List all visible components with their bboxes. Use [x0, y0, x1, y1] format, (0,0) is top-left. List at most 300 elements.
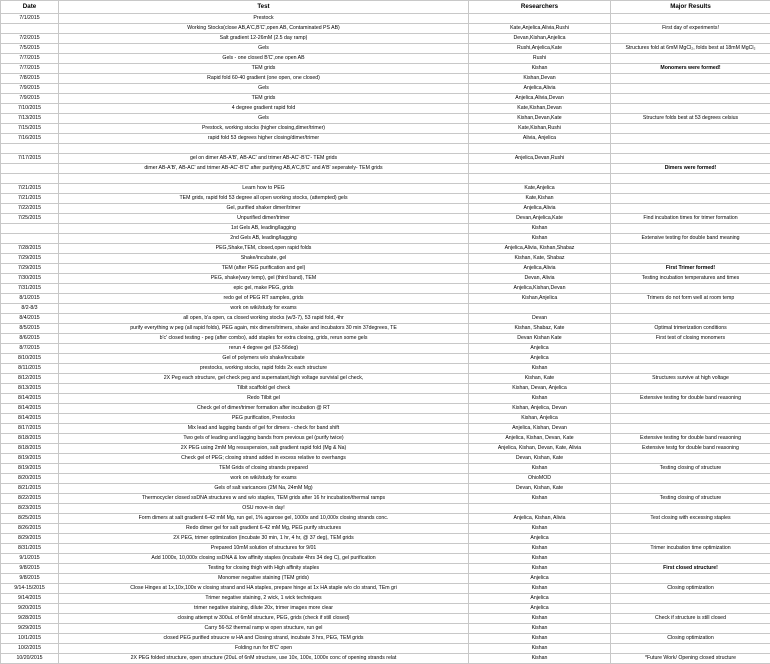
table-row	[1, 84, 770, 94]
cell-researchers: Devan, Kishan, Kate	[469, 454, 611, 464]
cell-researchers	[469, 144, 611, 154]
cell-test: Thermocycler closed ssDNA structures w and w/o staples, TEM grids after 16 hr incubation/thermal ramps	[59, 494, 469, 504]
table-row	[1, 114, 770, 124]
table-row	[1, 224, 770, 234]
cell-major-results	[611, 534, 770, 544]
cell-major-results	[611, 554, 770, 564]
cell-major-results: Trimers do not form well at room temp	[611, 294, 770, 304]
table-row	[1, 254, 770, 264]
table-row	[1, 464, 770, 474]
cell-date: 7/7/2015	[1, 54, 59, 64]
table-row	[1, 164, 770, 174]
cell-researchers: Anjelica,Devan,Rushi	[469, 154, 611, 164]
cell-date: 9/14/2015	[1, 594, 59, 604]
cell-major-results: *Future Work/ Opening closed structure	[611, 654, 770, 664]
cell-researchers: Anjelica,Alivia	[469, 204, 611, 214]
cell-test: 2X PEG folded structure, open structure (20uL of 6nM structure, use 10x, 100x, 1000x conc of opening strands relat	[59, 654, 469, 664]
cell-major-results	[611, 194, 770, 204]
cell-researchers: Kate,Anjelica	[469, 184, 611, 194]
cell-researchers: Kishan,Devan	[469, 74, 611, 84]
cell-test: Prepared 10mM solution of structures for 9/01	[59, 544, 469, 554]
cell-major-results: Test closing with excessing staples	[611, 514, 770, 524]
cell-major-results	[611, 404, 770, 414]
cell-researchers	[469, 174, 611, 184]
cell-major-results	[611, 624, 770, 634]
cell-date: 9/20/2015	[1, 604, 59, 614]
cell-researchers: Kishan	[469, 644, 611, 654]
cell-major-results	[611, 54, 770, 64]
table-row	[1, 434, 770, 444]
cell-major-results: Extensive testing for double band reasoning	[611, 434, 770, 444]
cell-major-results	[611, 244, 770, 254]
table-row	[1, 24, 770, 34]
cell-researchers: Anjelica,Kishan,Devan	[469, 284, 611, 294]
cell-test: Two gels of leading and lagging bands from previous gel (purify twice)	[59, 434, 469, 444]
cell-test: Gel, purified shaker dimer/trimer	[59, 204, 469, 214]
table-row	[1, 454, 770, 464]
table-row	[1, 514, 770, 524]
cell-date: 7/21/2015	[1, 194, 59, 204]
table-row	[1, 394, 770, 404]
cell-researchers: Anjelica,Alivia,Devan	[469, 94, 611, 104]
cell-date: 8/19/2015	[1, 464, 59, 474]
cell-test: Mix lead and lagging bands of gel for dimers - check for band shift	[59, 424, 469, 434]
cell-researchers: Kishan,Anjelica	[469, 294, 611, 304]
cell-major-results	[611, 254, 770, 264]
cell-date: 8/18/2015	[1, 444, 59, 454]
cell-major-results: Structures fold at 6mM MgCl₂, folds best at 18mM MgCl₂	[611, 44, 770, 54]
cell-test: 4 degree gradient rapid fold	[59, 104, 469, 114]
cell-date: 7/15/2015	[1, 124, 59, 134]
cell-test: b'c' closed testing - peg (after combo), add staples for extra closing, grids, rerun some gels	[59, 334, 469, 344]
cell-major-results: Structure folds best at 53 degrees celsius	[611, 114, 770, 124]
cell-test: trimer negative staining, dilute 20x, trimer images more clear	[59, 604, 469, 614]
table-row	[1, 184, 770, 194]
cell-test: 2X Peg each structure, gel check peg and supernatant,high voltage survivial gel check,	[59, 374, 469, 384]
table-row	[1, 334, 770, 344]
cell-researchers: Kishan	[469, 564, 611, 574]
cell-researchers: Anjelica	[469, 344, 611, 354]
cell-test: gel on dimer AB-A'B', AB-AC' and trimer AB-AC'-B'C'- TEM grids	[59, 154, 469, 164]
table-row	[1, 94, 770, 104]
table-row	[1, 424, 770, 434]
cell-major-results	[611, 314, 770, 324]
cell-researchers: Kishan	[469, 584, 611, 594]
cell-date: 8/10/2015	[1, 354, 59, 364]
cell-major-results	[611, 94, 770, 104]
cell-major-results: Extensive testing for double band meaning	[611, 234, 770, 244]
cell-test: dimer AB-A'B', AB-AC' and trimer AB-AC'-B'C' after purifying AB,A'C,B'C' and A'B' seperately- TEM grids	[59, 164, 469, 174]
cell-date	[1, 144, 59, 154]
table-row	[1, 304, 770, 314]
cell-date: 8/7/2015	[1, 344, 59, 354]
cell-major-results	[611, 154, 770, 164]
cell-major-results	[611, 224, 770, 234]
table-row	[1, 244, 770, 254]
cell-test: prestocks, working stocks, rapid folds 2x each structure	[59, 364, 469, 374]
cell-major-results	[611, 184, 770, 194]
cell-test: Working Stocks(close AB,A'C,B'C',open AB, Contaminated PS AB)	[59, 24, 469, 34]
table-row	[1, 444, 770, 454]
cell-researchers: Kate,Anjelica,Alivia,Rushi	[469, 24, 611, 34]
cell-major-results	[611, 364, 770, 374]
cell-researchers: Kishan, Anjelica	[469, 414, 611, 424]
cell-major-results	[611, 124, 770, 134]
cell-test: Gels	[59, 84, 469, 94]
table-row	[1, 614, 770, 624]
cell-researchers: Anjelica, Kishan, Devan, Kate	[469, 434, 611, 444]
cell-major-results: First day of experiments!	[611, 24, 770, 34]
cell-researchers: Anjelica,Alivia, Kishan,Shabaz	[469, 244, 611, 254]
cell-major-results	[611, 644, 770, 654]
cell-test: Add 1000x, 10,000x closing ssDNA & low affinity staples (incubate 4hrs 34 deg C), gel purification	[59, 554, 469, 564]
cell-major-results	[611, 484, 770, 494]
cell-researchers: Kishan, Devan, Anjelica	[469, 384, 611, 394]
cell-major-results: Check if structure is still closed	[611, 614, 770, 624]
cell-date: 8/13/2015	[1, 384, 59, 394]
cell-test: Salt gradient 12-26mM (2.5 day ramp)	[59, 34, 469, 44]
cell-major-results	[611, 204, 770, 214]
cell-test: 2X PEG, trimer optimization (incubate 30 min, 1 hr, 4 hr, @ 37 deg), TEM grids	[59, 534, 469, 544]
cell-date: 8/12/2015	[1, 374, 59, 384]
cell-test: PEG, shake(vary temp), gel (third band), TEM	[59, 274, 469, 284]
cell-date: 10/20/2015	[1, 654, 59, 664]
table-row	[1, 204, 770, 214]
cell-researchers: Devan, Alivia	[469, 274, 611, 284]
cell-date	[1, 24, 59, 34]
cell-researchers: Kishan	[469, 524, 611, 534]
cell-researchers: Anjelica	[469, 354, 611, 364]
cell-test: Rapid fold 60-40 gradient (one open, one closed)	[59, 74, 469, 84]
table-row	[1, 654, 770, 664]
cell-date: 7/28/2015	[1, 244, 59, 254]
cell-date: 7/8/2015	[1, 74, 59, 84]
table-row	[1, 364, 770, 374]
cell-test: TEM Grids of closing strands prepared	[59, 464, 469, 474]
cell-researchers: Devan,Kishan,Anjelica	[469, 34, 611, 44]
cell-test: OSU move-in day!	[59, 504, 469, 514]
cell-date: 8/4/2015	[1, 314, 59, 324]
cell-date: 7/5/2015	[1, 44, 59, 54]
cell-test: Folding run for B'C' open	[59, 644, 469, 654]
cell-date: 10/1/2015	[1, 634, 59, 644]
cell-test: all open, b'a open, ca closed working stocks (w/3-7), 53 rapid fold, 4hr	[59, 314, 469, 324]
table-row	[1, 284, 770, 294]
table-row	[1, 234, 770, 244]
cell-major-results	[611, 454, 770, 464]
table-row	[1, 474, 770, 484]
cell-test: Redo Tilbit gel	[59, 394, 469, 404]
cell-date: 8/2-8/3	[1, 304, 59, 314]
cell-major-results	[611, 304, 770, 314]
cell-researchers: Anjelica, Kishan, Devan, Kate, Alivia	[469, 444, 611, 454]
table-row	[1, 624, 770, 634]
cell-test: PEG purification, Prestocks	[59, 414, 469, 424]
cell-date: 8/17/2015	[1, 424, 59, 434]
cell-date: 9/28/2015	[1, 614, 59, 624]
cell-date: 7/21/2015	[1, 184, 59, 194]
table-header-row	[1, 1, 770, 14]
cell-test: Prestock, working stocks (higher closing,dimer/trimer)	[59, 124, 469, 134]
table-row	[1, 274, 770, 284]
cell-test: Close Hinges at 1x,10x,100x w closing strand and HA staples, prepare hinge at 1x HA staple w/o clo strand, TEm gri	[59, 584, 469, 594]
cell-major-results: Optimal trimerization conditions	[611, 324, 770, 334]
cell-date: 9/8/2015	[1, 574, 59, 584]
cell-major-results	[611, 84, 770, 94]
cell-date: 7/29/2015	[1, 264, 59, 274]
cell-major-results	[611, 574, 770, 584]
cell-major-results: Dimers were formed!	[611, 164, 770, 174]
cell-researchers: Kishan, Anjelica, Devan	[469, 404, 611, 414]
cell-major-results: Find incubation times for trimer formation	[611, 214, 770, 224]
cell-date: 8/22/2015	[1, 494, 59, 504]
cell-test: TEM grids	[59, 94, 469, 104]
cell-date: 10/2/2015	[1, 644, 59, 654]
cell-researchers: Kishan,Devan,Kate	[469, 114, 611, 124]
cell-date: 8/11/2015	[1, 364, 59, 374]
table-row	[1, 574, 770, 584]
cell-date: 7/1/2015	[1, 14, 59, 24]
cell-major-results: First closed structure!	[611, 564, 770, 574]
cell-test: 1st Gels AB, leading/lagging	[59, 224, 469, 234]
cell-test: PEG,Shake,TEM, closed,open rapid folds	[59, 244, 469, 254]
cell-test: 2nd Gels AB, leading/lagging	[59, 234, 469, 244]
table-row	[1, 134, 770, 144]
cell-researchers: Devan Kishan Kate	[469, 334, 611, 344]
table-row	[1, 484, 770, 494]
cell-researchers: Kishan	[469, 634, 611, 644]
column-header-major-results: Major Results	[611, 1, 770, 14]
table-row	[1, 534, 770, 544]
cell-researchers: Anjelica	[469, 594, 611, 604]
cell-researchers	[469, 164, 611, 174]
table-row	[1, 174, 770, 184]
cell-test: Gel of polymers w/o shake/incubate	[59, 354, 469, 364]
cell-test: Monomer negative staining (TEM grids)	[59, 574, 469, 584]
cell-date: 8/18/2015	[1, 434, 59, 444]
table-row	[1, 494, 770, 504]
cell-major-results: Testing closing of structure	[611, 464, 770, 474]
cell-test: Check gel of PEG; closing strand added in excess relative to overhangs	[59, 454, 469, 464]
cell-major-results	[611, 144, 770, 154]
cell-major-results	[611, 174, 770, 184]
cell-researchers: Kate,Kishan,Devan	[469, 104, 611, 114]
cell-date	[1, 164, 59, 174]
table-row	[1, 644, 770, 654]
column-header-researchers: Researchers	[469, 1, 611, 14]
table-row	[1, 154, 770, 164]
cell-date: 8/5/2015	[1, 324, 59, 334]
cell-test	[59, 174, 469, 184]
cell-date: 8/20/2015	[1, 474, 59, 484]
cell-date: 8/26/2015	[1, 524, 59, 534]
cell-test: rapid fold 53 degrees higher closing/dimer/trimer	[59, 134, 469, 144]
cell-test: Carry 56-52 thermal ramp w open structure, run gel	[59, 624, 469, 634]
cell-test: rerun 4 degree gel (52-56deg)	[59, 344, 469, 354]
cell-major-results: Monomers were formed!	[611, 64, 770, 74]
cell-test: epic gel, make PEG, grids	[59, 284, 469, 294]
cell-major-results: Testing incubation temperatures and times	[611, 274, 770, 284]
cell-major-results: Extensive testing for double band reasoning	[611, 394, 770, 404]
cell-date: 7/10/2015	[1, 104, 59, 114]
cell-test: Redo dimer gel for salt gradient 6-42 mM Mg, PEG purify structures	[59, 524, 469, 534]
table-row	[1, 504, 770, 514]
table-row	[1, 414, 770, 424]
cell-researchers: Devan, Kishan, Kate	[469, 484, 611, 494]
cell-date: 8/25/2015	[1, 514, 59, 524]
cell-researchers: Kishan	[469, 544, 611, 554]
cell-test: work on wiki/study for exams	[59, 304, 469, 314]
cell-researchers: Anjelica, Kishan, Devan	[469, 424, 611, 434]
table-row	[1, 634, 770, 644]
cell-date: 8/14/2015	[1, 404, 59, 414]
cell-major-results	[611, 384, 770, 394]
table-row	[1, 524, 770, 534]
table-row	[1, 354, 770, 364]
column-header-test: Test	[59, 1, 469, 14]
cell-researchers: Anjelica	[469, 574, 611, 584]
cell-researchers: Anjelica	[469, 534, 611, 544]
cell-researchers: Anjelica	[469, 604, 611, 614]
cell-researchers: Kishan	[469, 654, 611, 664]
cell-test	[59, 144, 469, 154]
cell-date: 7/9/2015	[1, 94, 59, 104]
cell-researchers: OhioMOD	[469, 474, 611, 484]
cell-major-results	[611, 344, 770, 354]
cell-date: 7/31/2015	[1, 284, 59, 294]
cell-major-results	[611, 524, 770, 534]
cell-test: Gels - one closed B'C',one open AB	[59, 54, 469, 64]
cell-major-results	[611, 134, 770, 144]
cell-test: Learn how to PEG	[59, 184, 469, 194]
cell-researchers: Kishan	[469, 234, 611, 244]
cell-researchers	[469, 14, 611, 24]
cell-test: TEM grids	[59, 64, 469, 74]
cell-researchers: Kishan, Shabaz, Kate	[469, 324, 611, 334]
cell-date: 8/14/2015	[1, 414, 59, 424]
cell-date: 9/29/2015	[1, 624, 59, 634]
cell-date: 7/30/2015	[1, 274, 59, 284]
cell-researchers: Kishan	[469, 614, 611, 624]
cell-test: TEM (after PEG purification and gel)	[59, 264, 469, 274]
table-row	[1, 604, 770, 614]
cell-major-results	[611, 504, 770, 514]
cell-date: 8/1/2015	[1, 294, 59, 304]
cell-date	[1, 234, 59, 244]
cell-researchers: Anjelica,Alivia	[469, 84, 611, 94]
cell-date: 9/8/2015	[1, 564, 59, 574]
cell-major-results	[611, 604, 770, 614]
cell-researchers: Kishan	[469, 624, 611, 634]
cell-date: 7/17/2015	[1, 154, 59, 164]
cell-date: 7/13/2015	[1, 114, 59, 124]
cell-researchers: Anjelica, Kishan, Alivia	[469, 514, 611, 524]
table-row	[1, 344, 770, 354]
cell-major-results	[611, 14, 770, 24]
cell-major-results: Extensive testg for double band reasoning	[611, 444, 770, 454]
cell-major-results	[611, 284, 770, 294]
cell-test: 2X PEG using 2mM Mg resuspension, salt gradient rapid fold (Mg & Na)	[59, 444, 469, 454]
table-row	[1, 314, 770, 324]
cell-test: Check gel of dimer/trimer formation after incubation @ RT	[59, 404, 469, 414]
cell-test: Gels of salt varicances (2M Na, 24mM Mg)	[59, 484, 469, 494]
cell-date: 8/6/2015	[1, 334, 59, 344]
cell-major-results	[611, 414, 770, 424]
table-row	[1, 194, 770, 204]
table-row	[1, 584, 770, 594]
cell-major-results	[611, 474, 770, 484]
cell-major-results	[611, 34, 770, 44]
cell-date: 7/16/2015	[1, 134, 59, 144]
cell-researchers	[469, 304, 611, 314]
table-row	[1, 104, 770, 114]
cell-test: Testing for closing thigh with High affinity staples	[59, 564, 469, 574]
table-row	[1, 74, 770, 84]
cell-date: 9/14-15/2015	[1, 584, 59, 594]
cell-date	[1, 174, 59, 184]
table-row	[1, 564, 770, 574]
cell-researchers: Kishan	[469, 364, 611, 374]
cell-date: 7/2/2015	[1, 34, 59, 44]
cell-researchers: Devan,Anjelica,Kate	[469, 214, 611, 224]
cell-major-results: First Trimer formed!	[611, 264, 770, 274]
table-row	[1, 294, 770, 304]
cell-researchers: Kishan	[469, 394, 611, 404]
cell-researchers	[469, 504, 611, 514]
table-row	[1, 404, 770, 414]
cell-test: Unpurified dimer/trimer	[59, 214, 469, 224]
cell-date: 7/29/2015	[1, 254, 59, 264]
table-row	[1, 554, 770, 564]
cell-major-results: Closing optimization	[611, 584, 770, 594]
cell-researchers: Kishan	[469, 554, 611, 564]
cell-researchers: Kishan, Kate	[469, 374, 611, 384]
cell-researchers: Devan	[469, 314, 611, 324]
cell-major-results: Closing optimization	[611, 634, 770, 644]
cell-test: Prestock	[59, 14, 469, 24]
cell-researchers: Rushi,Anjelica,Kate	[469, 44, 611, 54]
cell-test: Trimer negative staining, 2 wick, 1 wick techniques	[59, 594, 469, 604]
cell-date: 7/25/2015	[1, 214, 59, 224]
cell-major-results	[611, 424, 770, 434]
table-row	[1, 124, 770, 134]
cell-major-results: First test of closing monomers	[611, 334, 770, 344]
cell-major-results: Structures survive at high voltage	[611, 374, 770, 384]
table-row	[1, 144, 770, 154]
cell-researchers: Kishan	[469, 224, 611, 234]
table-row	[1, 324, 770, 334]
table-body	[1, 14, 770, 664]
cell-date: 8/19/2015	[1, 454, 59, 464]
cell-major-results: Testing closing of structure	[611, 494, 770, 504]
cell-researchers: Kishan, Kate, Shabaz	[469, 254, 611, 264]
cell-date: 7/7/2015	[1, 64, 59, 74]
cell-test: closed PEG purified struucre w HA and Closing strand, incubate 3 hrs, PEG, TEM grids	[59, 634, 469, 644]
cell-test: closing attempt w 300uL of 6mM structure, PEG, grids (check if still closed)	[59, 614, 469, 624]
cell-researchers: Kishan	[469, 64, 611, 74]
table-row	[1, 54, 770, 64]
cell-researchers: Rushi	[469, 54, 611, 64]
table-row	[1, 64, 770, 74]
cell-test: redo gel of PEG RT samples, grids	[59, 294, 469, 304]
cell-test: Tilbit scaffold gel check	[59, 384, 469, 394]
cell-researchers: Kishan	[469, 494, 611, 504]
cell-date: 9/1/2015	[1, 554, 59, 564]
cell-researchers: Kishan	[469, 464, 611, 474]
cell-major-results: Trimer incubation time optimization	[611, 544, 770, 554]
cell-test: Gels	[59, 114, 469, 124]
cell-date: 8/29/2015	[1, 534, 59, 544]
